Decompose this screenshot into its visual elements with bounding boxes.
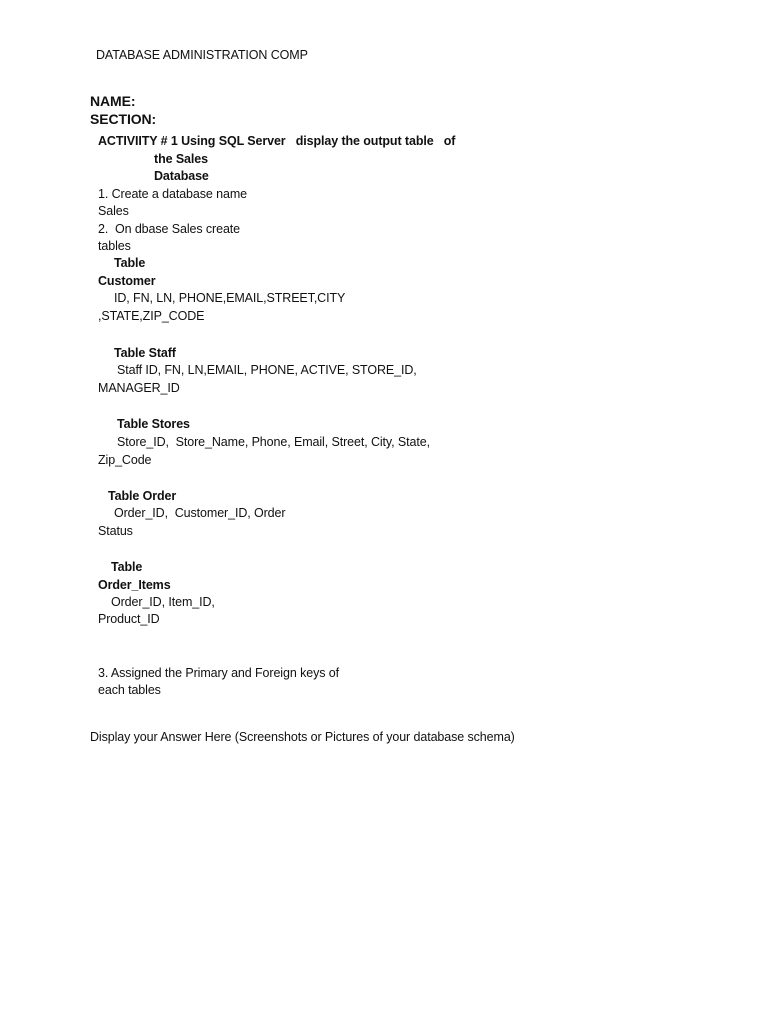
customer-fields-line1: ID, FN, LN, PHONE,EMAIL,STREET,CITY [114, 291, 346, 305]
customer-fields-line2: ,STATE,ZIP_CODE [98, 309, 205, 323]
step3-line2: each tables [98, 683, 161, 697]
activity-title-line3: Database [154, 169, 209, 183]
stores-heading: Table Stores [117, 417, 190, 431]
step1-line2: Sales [98, 204, 129, 218]
activity-title-line2: the Sales [154, 152, 208, 166]
activity-title-line1: ACTIVIITY # 1 Using SQL Server display the output table of [98, 134, 456, 148]
course-title: DATABASE ADMINISTRATION COMP [96, 48, 308, 62]
order-items-fields-line1: Order_ID, Item_ID, [111, 595, 215, 609]
step2-line2: tables [98, 239, 131, 253]
name-label: NAME: [90, 93, 136, 109]
order-items-heading-line1: Table [111, 560, 143, 574]
staff-fields-line1: Staff ID, FN, LN,EMAIL, PHONE, ACTIVE, STORE_ID, [117, 363, 417, 377]
answer-prompt: Display your Answer Here (Screenshots or Pictures of your database schema) [90, 730, 515, 744]
step3-line1: 3. Assigned the Primary and Foreign keys of [98, 666, 339, 680]
order-heading: Table Order [108, 489, 177, 503]
order-fields-line1: Order_ID, Customer_ID, Order [114, 506, 286, 520]
step2-line1: 2. On dbase Sales create [98, 222, 241, 236]
customer-heading-line2: Customer [98, 274, 156, 288]
order-fields-line2: Status [98, 524, 133, 538]
step1-line1: 1. Create a database name [98, 187, 247, 201]
stores-fields-line2: Zip_Code [98, 453, 152, 467]
stores-fields-line1: Store_ID, Store_Name, Phone, Email, Street, City, State, [117, 435, 430, 449]
staff-heading: Table Staff [114, 346, 176, 360]
staff-fields-line2: MANAGER_ID [98, 381, 180, 395]
customer-heading-line1: Table [114, 256, 146, 270]
section-label: SECTION: [90, 111, 157, 127]
order-items-heading-line2: Order_Items [98, 578, 171, 592]
order-items-fields-line2: Product_ID [98, 612, 160, 626]
